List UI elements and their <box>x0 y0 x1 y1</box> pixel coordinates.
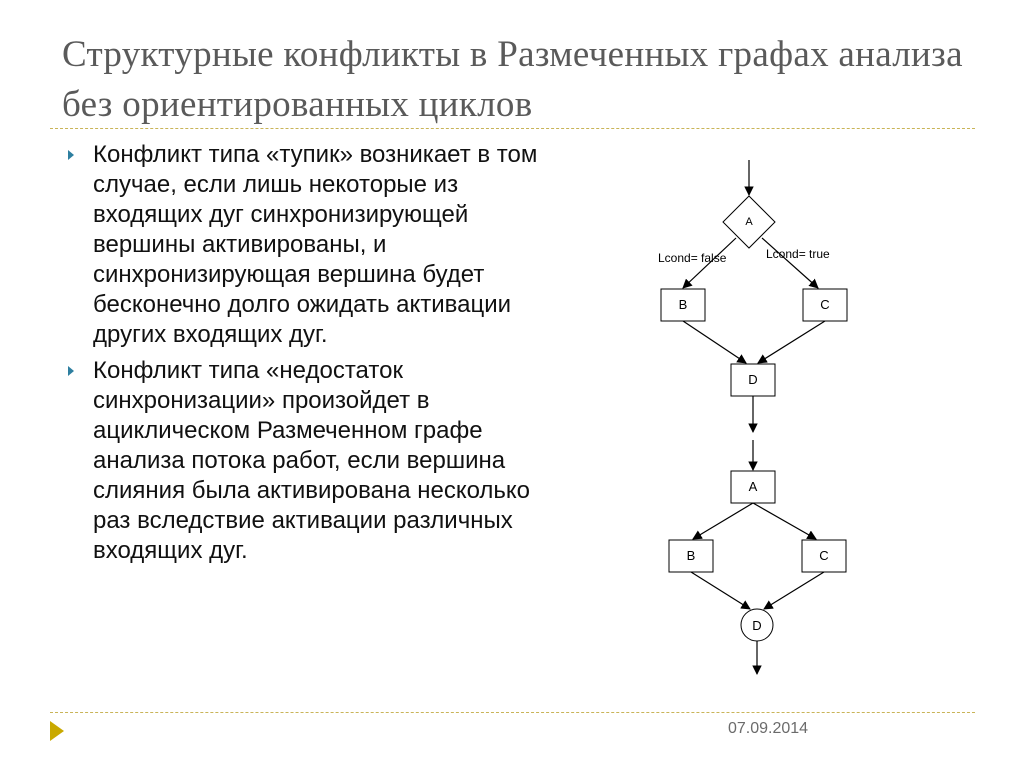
node-label-c: C <box>820 297 830 312</box>
node-label-b: B <box>678 297 688 312</box>
edge-a2-b2 <box>693 503 753 539</box>
bullet-triangle-icon <box>68 150 74 160</box>
footer-divider <box>50 712 975 713</box>
lack-of-sync-diagram <box>669 440 846 674</box>
slide-date: 07.09.2014 <box>728 720 809 737</box>
node-label-a2: A <box>748 479 758 494</box>
edge-c2-d2 <box>764 572 824 609</box>
node-label-b2: B <box>686 548 696 563</box>
edge-c-d <box>758 321 825 363</box>
bullet-text: Конфликт типа «тупик» возникает в том случае, если лишь некоторые из входящих дуг синхронизирующей вершины активированы, и синхронизирующая вершина будет бесконечно долго ожидать активации других входящих дуг. <box>93 141 538 348</box>
edge-b2-d2 <box>691 572 750 609</box>
node-label-d: D <box>748 372 758 387</box>
condition-false-label: Lcond= false <box>658 251 727 265</box>
edge-a-c <box>762 238 818 288</box>
edge-a2-c2 <box>753 503 816 539</box>
deadlock-diagram <box>658 160 847 432</box>
bullet-item <box>66 356 556 566</box>
edge-b-d <box>683 321 746 363</box>
condition-true-label: Lcond= true <box>766 247 830 261</box>
bullet-triangle-icon <box>68 366 74 376</box>
workflow-diagrams <box>640 150 880 680</box>
bullet-item <box>66 140 556 350</box>
bullet-text: Конфликт типа «недостаток синхронизации» произойдет в ациклическом Размеченном графе анализа потока работ, если вершина слияния была активирована несколько раз вследствие активации различных входящих дуг. <box>93 357 531 564</box>
node-label-a: A <box>745 216 753 228</box>
bullet-list <box>66 140 556 572</box>
footer-arrow-icon <box>50 721 64 741</box>
title-divider <box>50 128 975 129</box>
node-label-c2: C <box>819 548 829 563</box>
node-label-d2: D <box>752 618 762 633</box>
slide-title: Структурные конфликты в Размеченных графах анализа без ориентированных циклов <box>62 34 963 125</box>
